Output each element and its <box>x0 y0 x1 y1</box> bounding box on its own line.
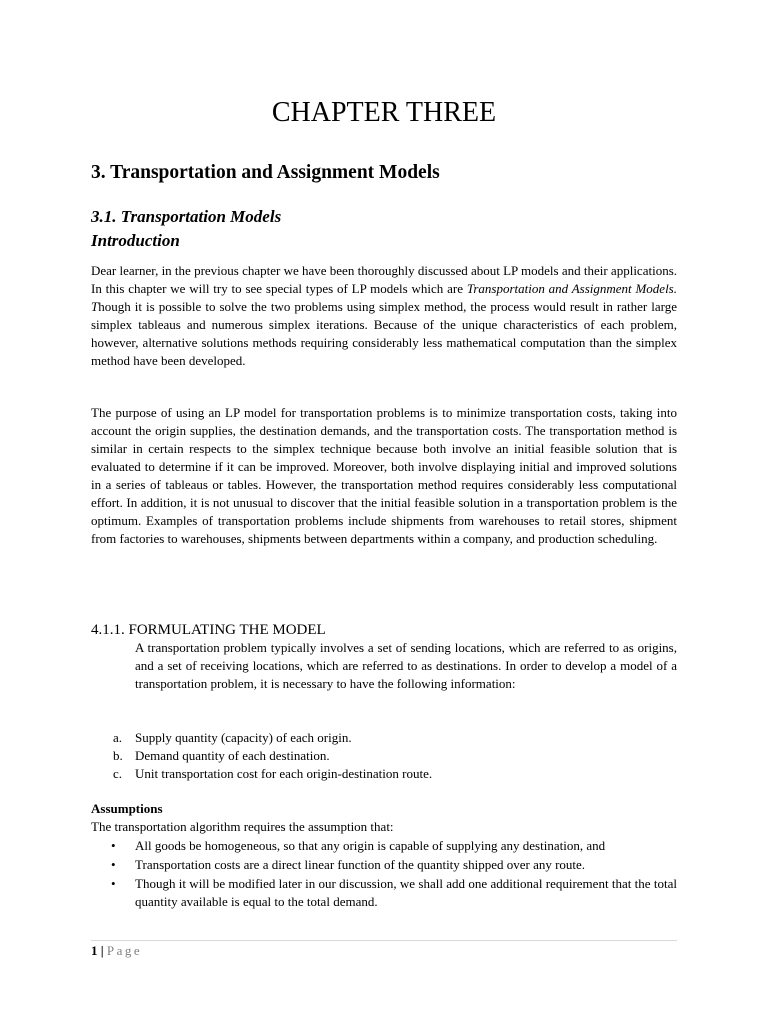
footer-separator: | <box>100 943 104 958</box>
list-item-text: All goods be homogeneous, so that any origin is capable of supplying any destination, and <box>135 838 606 853</box>
intro-paragraph-part2: hough it is possible to solve the two problems using simplex method, the process would result in rather large simplex tableaus and numerous simplex iterations. Because of the unique characteristics of each problem, however, alternative solutions methods requiring considerably less mathematical computation than the simplex method have been developed. <box>91 299 677 368</box>
assumptions-heading: Assumptions <box>91 801 163 816</box>
list-item <box>91 729 677 747</box>
bullet-icon: • <box>111 838 116 853</box>
footer-divider <box>91 940 677 941</box>
chapter-title: CHAPTER THREE <box>271 97 497 128</box>
assumptions-intro: The transportation algorithm requires the assumption that: <box>91 819 394 834</box>
list-item <box>91 856 677 874</box>
list-item <box>91 765 677 783</box>
page-number: 1 <box>91 943 98 958</box>
list-item <box>91 837 677 855</box>
list-item-text: Transportation costs are a direct linear function of the quantity shipped over any route. <box>135 857 586 872</box>
list-marker: a. <box>113 730 123 745</box>
list-marker: c. <box>113 766 123 781</box>
list-item-text: Supply quantity (capacity) of each origin. <box>135 730 352 745</box>
bullet-icon: • <box>111 857 116 872</box>
intro-paragraph-part1: Dear learner, in the previous chapter we have been thoroughly discussed about LP models and their applications. In this chapter we will try to see special types of LP models which are <box>91 263 677 296</box>
introduction-heading: Introduction <box>91 231 180 250</box>
formulating-heading: 4.1.1. FORMULATING THE MODEL <box>91 622 326 638</box>
subsection-title: 3.1. Transportation Models <box>91 207 282 226</box>
list-marker: b. <box>113 748 123 763</box>
formulating-paragraph: A transportation problem typically involves a set of sending locations, which are referred to as origins, and a set of receiving locations, which are referred to as destinations. In order to develop a model of a transportation problem, it is necessary to have the following information: <box>135 640 677 691</box>
list-item <box>91 747 677 765</box>
page-footer <box>91 942 142 960</box>
intro-paragraph-italic: Transportation and Assignment Models. T <box>91 281 677 314</box>
information-list <box>91 729 677 783</box>
page-label: Page <box>106 943 143 958</box>
list-item-text: Unit transportation cost for each origin-destination route. <box>135 766 433 781</box>
section-title: 3. Transportation and Assignment Models <box>91 162 440 183</box>
list-item-text: Though it will be modified later in our discussion, we shall add one additional requirement that the total quantity available is equal to the total demand. <box>135 876 677 909</box>
list-item-text: Demand quantity of each destination. <box>135 748 330 763</box>
bullet-icon: • <box>111 876 116 891</box>
purpose-paragraph: The purpose of using an LP model for transportation problems is to minimize transportation costs, taking into account the origin supplies, the destination demands, and the transportation costs. The transportation method is similar in certain respects to the simplex technique because both involve an initial feasible solution that is evaluated to determine if it can be improved. Moreover, both involve displaying initial and improved solutions in a series of tableaus or tables. However, the transportation method requires considerably less computational effort. In addition, it is not unusual to discover that the initial feasible solution in a transportation problem is the optimum. Examples of transportation problems include shipments from warehouses to retail stores, shipment from factories to warehouses, shipments between departments within a company, and production scheduling. <box>91 405 677 546</box>
intro-paragraph <box>91 262 677 370</box>
assumptions-list <box>91 837 677 912</box>
list-item <box>91 875 677 911</box>
